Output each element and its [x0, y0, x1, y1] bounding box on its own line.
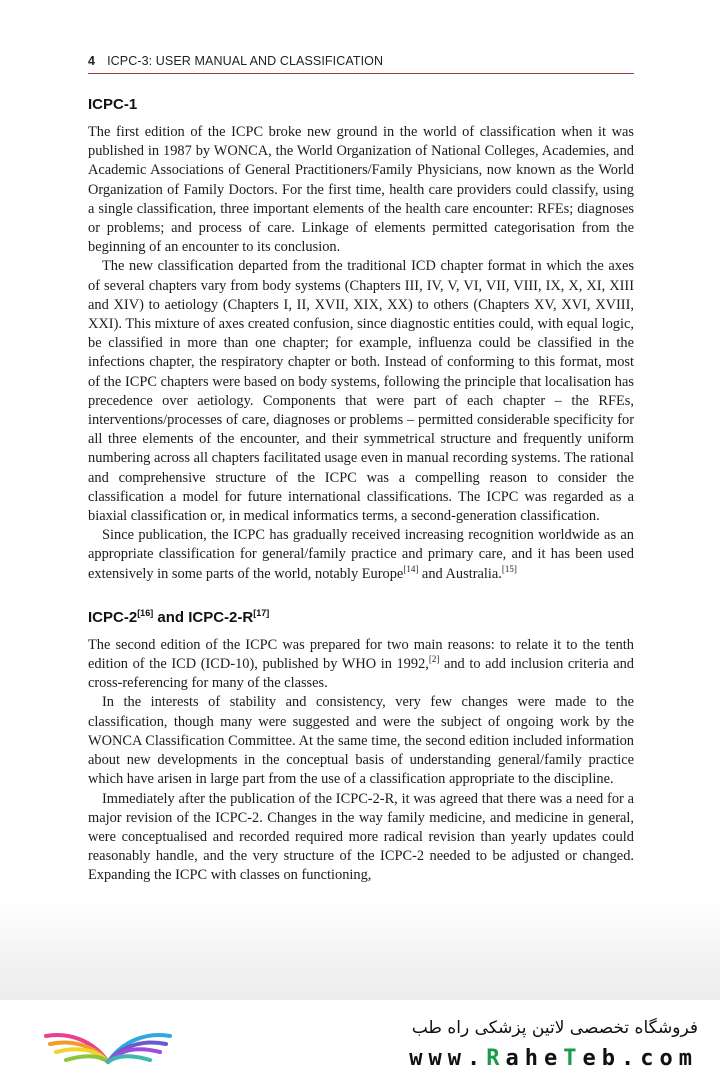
paragraph-text: The second edition of the ICPC was prepared for two main reasons: to relate it to the tenth edition of the ICD (ICD-10), published by WHO in 1992,	[88, 636, 634, 673]
citation: [15]	[501, 563, 517, 574]
paragraph	[88, 526, 634, 584]
citation: [2]	[428, 654, 440, 665]
url-part: R	[486, 1046, 506, 1071]
paragraph: Immediately after the publication of the ICPC-2-R, it was agreed that there was a need for a major revision of the ICPC-2. Changes in the way family medicine, and medicine in general, were conceptualised and recorded required more radical revision than yearly updates could reasonably handle, and the very structure of the ICPC-2 needed to be adjusted or changed. Expanding the ICPC with classes on functioning,	[88, 790, 634, 884]
paragraph: In the interests of stability and consistency, very few changes were made to the classification, though many were suggested and were the subject of ongoing work by the WONCA Classification Committee. At the same time, the second edition included information about new developments in the conceptual basis of understanding general/family practice which have arisen in large part from the use of a classification appropriate to the discipline.	[88, 694, 634, 788]
heading-text: ICPC-2	[88, 608, 138, 626]
url-part: eb.com	[582, 1046, 698, 1071]
paragraph: The first edition of the ICPC broke new ground in the world of classification when it was published in 1987 by WONCA, the World Organization of National Colleges, Academies, and Academic Associations of General Practitioners/Family Physicians, now known as the World Organization of Family Doctors. For the first time, health care providers could classify, using a single classification, three important elements of the health care encounter: RFEs; diagnoses or problems; and process of care. Linkage of elements permitted categorisation from the beginning of an encounter to its conclusion.	[88, 124, 634, 256]
url-part: www.	[409, 1046, 487, 1071]
paragraph-text: and to add inclusion criteria and cross-referencing for many of the classes.	[88, 656, 634, 692]
page-number: 4	[88, 54, 96, 68]
citation: [17]	[253, 607, 270, 618]
running-header	[88, 54, 634, 74]
text-column	[88, 96, 634, 886]
section-heading-icpc1: ICPC-1	[88, 96, 138, 113]
paragraph-text: and Australia.	[418, 565, 502, 582]
paragraph: The new classification departed from the traditional ICD chapter format in which the axes of several chapters vary from body systems (Chapters III, IV, V, VI, VII, VIII, IX, X, XI, XIII and XIV) to aetiology (Chapters I, II, XVII, XIX, XX) to others (Chapters XV, XVI, XVIII, XXI). This mixture of axes created confusion, since diagnostic entities could, with equal logic, be classified in more than one chapter; for example, influenza could be classified in the infections chapter, the respiratory chapter or both. Instead of conforming to this format, most of the ICPC chapters were based on body systems, following the principle that localisation has precedence over aetiology. Components that were part of each chapter – the RFEs, interventions/processes of care, diagnoses or problems – permitted considerable specificity for all three elements of the encounter, and their symmetrical structure and frequently uniform numbering across all chapters facilitated usage even in manual recording systems. The rational and comprehensive structure of the ICPC was a compelling reason to consider the classification a model for future international classifications. The ICPC was regarded as a biaxial classification or, in medical informatics terms, a second-generation classification.	[88, 258, 634, 525]
url-part: T	[563, 1046, 583, 1071]
citation: [14]	[403, 563, 419, 574]
store-url	[409, 1046, 698, 1071]
store-name: فروشگاه تخصصی لاتین پزشکی راه طب	[411, 1018, 698, 1038]
citation: [16]	[137, 607, 154, 618]
paragraph-text: Since publication, the ICPC has gradually received increasing recognition worldwide as an appropriate classification for general/family practice and primary care, and it has been used extensively in some parts of the world, notably Europe	[88, 527, 634, 582]
heading-text: and ICPC-2-R	[153, 608, 254, 626]
watermark-banner	[0, 1000, 720, 1080]
url-part: ahe	[505, 1046, 564, 1071]
running-title: ICPC-3: USER MANUAL AND CLASSIFICATION	[107, 54, 384, 68]
section-heading-icpc2	[88, 608, 634, 626]
open-book-logo-icon	[38, 1010, 178, 1072]
paragraph	[88, 636, 634, 694]
